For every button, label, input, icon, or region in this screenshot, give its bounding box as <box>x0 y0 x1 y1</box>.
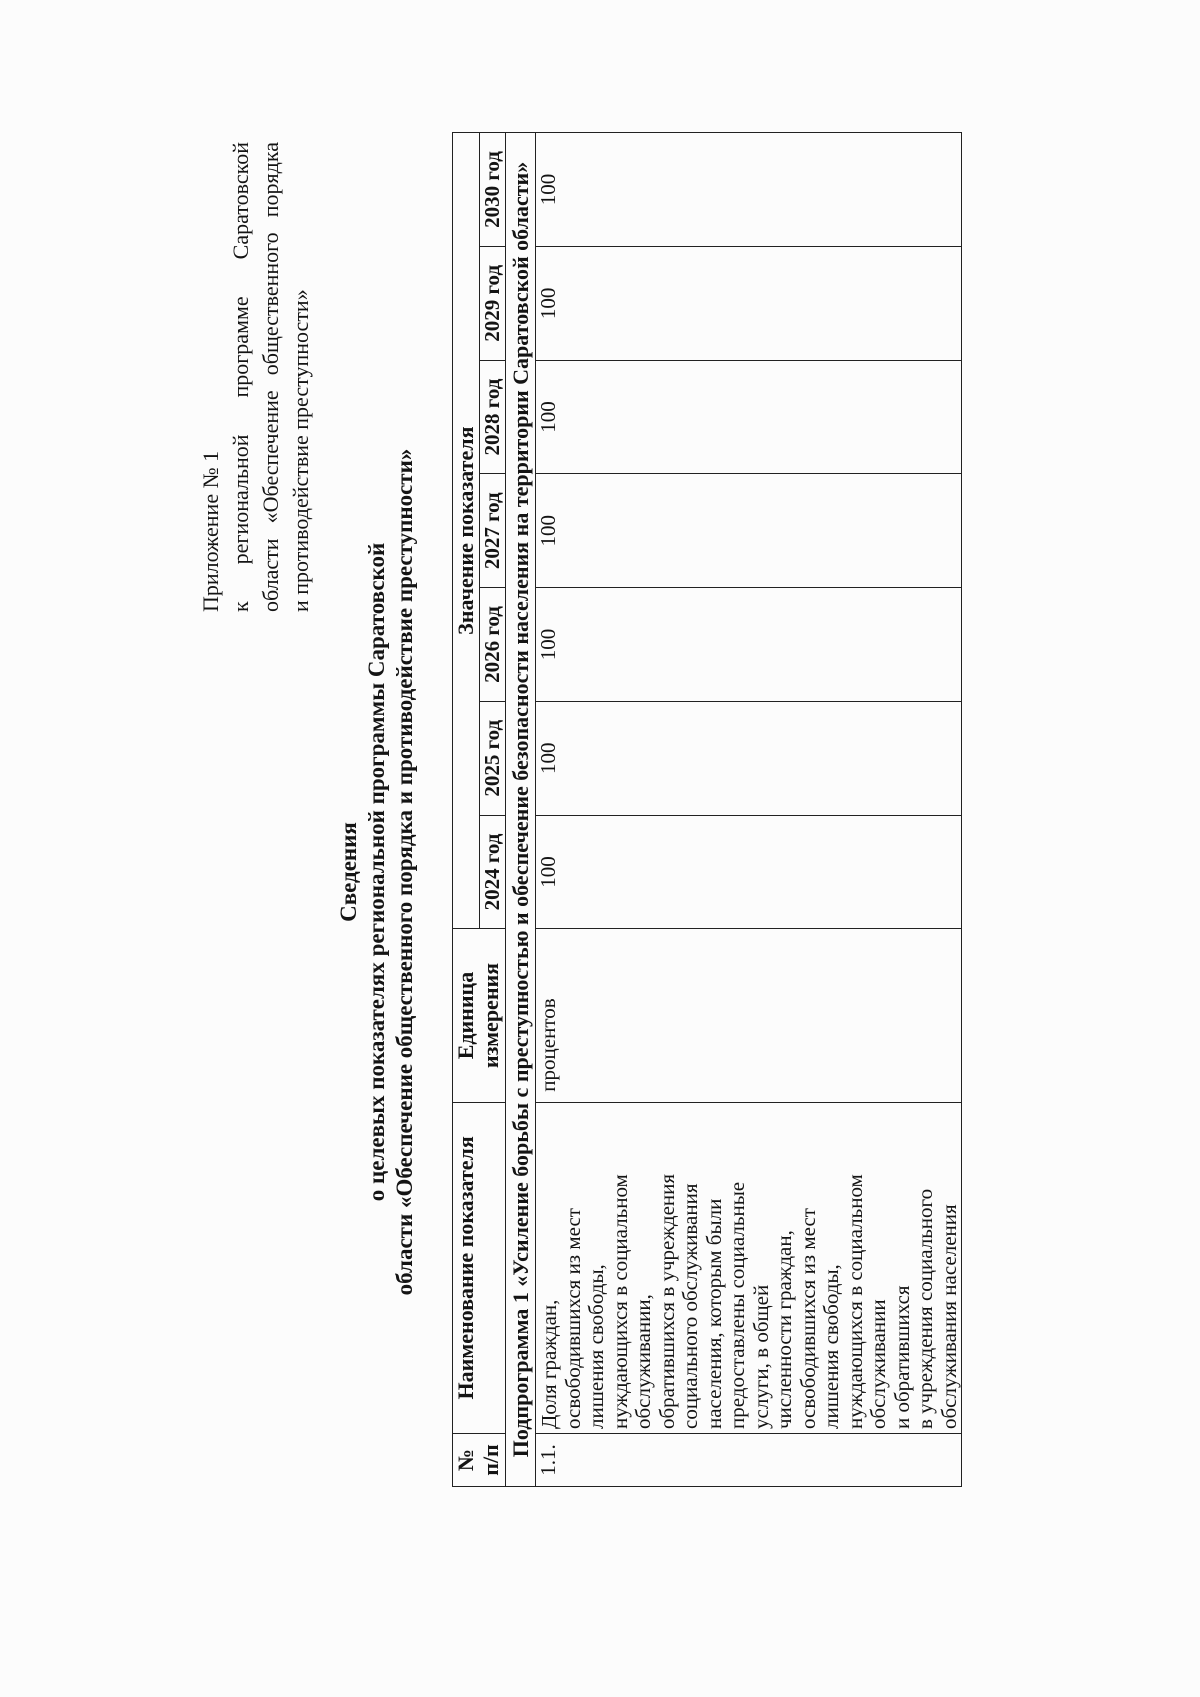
value-cell: 100 <box>536 701 962 815</box>
year-header: 2026 год <box>480 588 506 702</box>
col-unit-header: Единица измерения <box>453 929 506 1102</box>
year-header: 2025 год <box>480 701 506 815</box>
col-num-header: № п/п <box>453 1434 506 1487</box>
indicator-line: лишения свободы, <box>584 1264 608 1429</box>
annex-line: и противодействие преступности» <box>288 289 313 612</box>
unit-cell: процентов <box>536 929 962 1102</box>
year-header: 2024 год <box>480 815 506 929</box>
indicator-line: нуждающихся в социальном <box>607 1174 632 1429</box>
heading-line-1: Сведения <box>336 822 361 922</box>
indicator-line: социального обслуживания <box>678 1183 702 1429</box>
value-cell: 100 <box>536 133 962 247</box>
heading-line-3: области «Обеспечение общественного порядка и противодействие преступности» <box>392 448 417 1296</box>
indicator-name <box>536 1102 962 1433</box>
annex-line: к региональной программе Саратовской <box>228 142 253 612</box>
indicators-table <box>452 132 962 1487</box>
value-cell: 100 <box>536 360 962 474</box>
year-header: 2029 год <box>480 246 506 360</box>
row-number: 1.1. <box>536 1434 962 1487</box>
table-row <box>536 133 962 1487</box>
indicator-line: услуги, в общей <box>748 1284 773 1429</box>
document-heading <box>335 272 419 1472</box>
annex-block <box>196 142 316 612</box>
year-header: 2027 год <box>480 474 506 588</box>
indicator-line: обслуживания населения <box>936 1204 961 1429</box>
indicator-line: обслуживании, <box>631 1294 655 1429</box>
annex-line: области «Обеспечение общественного порядка <box>258 142 283 612</box>
value-cell: 100 <box>536 588 962 702</box>
indicator-line: обратившихся в учреждения <box>654 1173 679 1429</box>
value-cell: 100 <box>536 474 962 588</box>
header-row-1 <box>453 133 480 1487</box>
subprogram-row <box>506 133 536 1487</box>
indicator-line: нуждающихся в социальном <box>842 1174 867 1429</box>
indicator-line: обслуживании <box>866 1299 890 1429</box>
indicator-line: и обратившихся <box>889 1285 914 1429</box>
value-cell: 100 <box>536 246 962 360</box>
indicator-line: Доля граждан, <box>537 1299 561 1429</box>
year-header: 2030 год <box>480 133 506 247</box>
col-name-header: Наименование показателя <box>453 1102 506 1433</box>
heading-line-2: о целевых показателях региональной программы Саратовской <box>364 542 389 1202</box>
col-values-header: Значение показателя <box>453 133 480 929</box>
indicator-line: лишения свободы, <box>819 1264 843 1429</box>
year-header: 2028 год <box>480 360 506 474</box>
indicator-line: в учреждения социального <box>913 1188 937 1429</box>
indicator-line: освободившихся из мест <box>560 1208 585 1429</box>
indicator-line: численности граждан, <box>772 1230 796 1429</box>
indicator-line: освободившихся из мест <box>795 1208 820 1429</box>
subprogram-title: Подпрограмма 1 «Усиление борьбы с преступностью и обеспечение безопасности населения на территории Саратовской области» <box>506 133 536 1487</box>
indicator-line: предоставлены социальные <box>725 1181 749 1429</box>
value-cell: 100 <box>536 815 962 929</box>
annex-title: Приложение № 1 <box>198 450 223 612</box>
indicator-line: населения, которым были <box>701 1198 726 1429</box>
